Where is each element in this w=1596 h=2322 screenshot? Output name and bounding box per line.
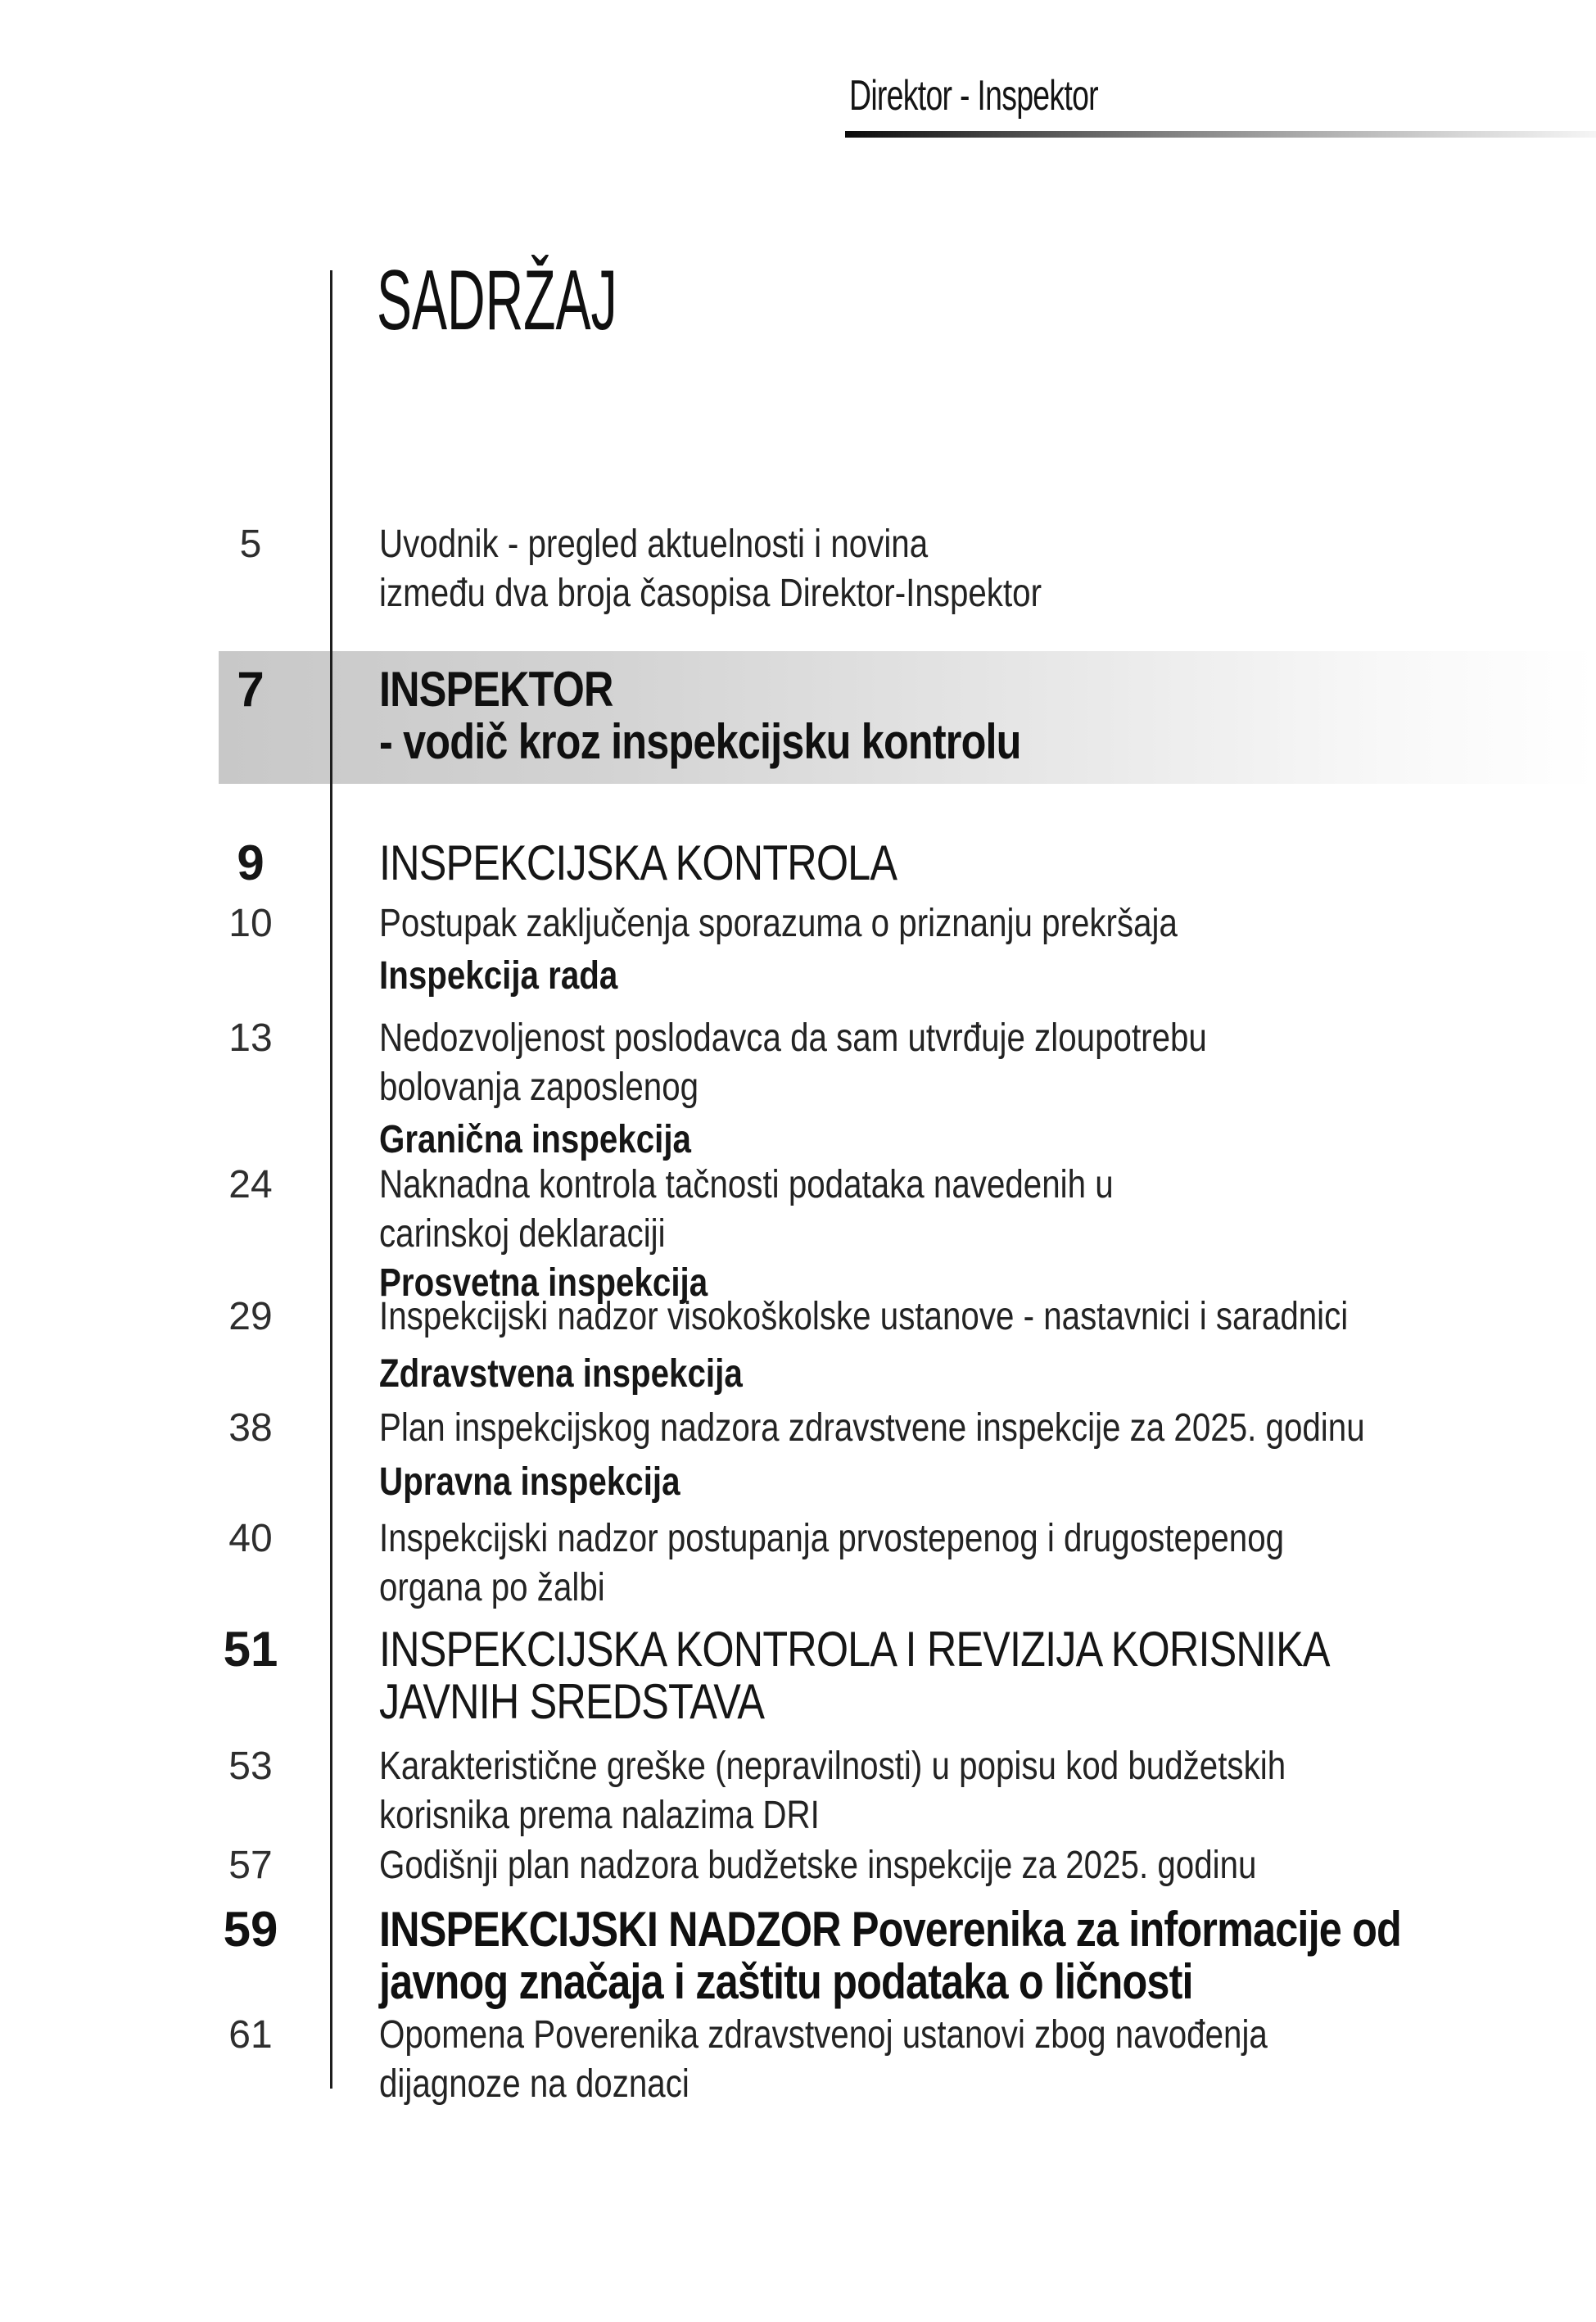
toc-subsection-label: Zdravstvena inspekcija [379, 1352, 743, 1396]
toc-entry-line: Uvodnik - pregled aktuelnosti i novina [379, 523, 929, 566]
toc-page-number: 24 [228, 1163, 273, 1206]
header-gradient-rule [845, 131, 1596, 138]
toc-page-number: 59 [223, 1902, 278, 1957]
toc-entry-line: carinskoj deklaraciji [379, 1212, 666, 1256]
toc-page-number: 57 [228, 1844, 273, 1887]
journal-header-title: Direktor - Inspektor [849, 72, 1098, 120]
toc-entry-line: JAVNIH SREDSTAVA [379, 1674, 765, 1729]
toc-page-number: 38 [228, 1406, 273, 1450]
toc-entry-line: Godišnji plan nadzora budžetske inspekcije za 2025. godinu [379, 1844, 1257, 1887]
toc-page-number: 10 [228, 902, 273, 945]
toc-entry-line: korisnika prema nalazima DRI [379, 1794, 820, 1837]
toc-page-number: 51 [223, 1622, 278, 1677]
vertical-rule [330, 270, 332, 2089]
toc-entry-line: - vodič kroz inspekcijsku kontrolu [379, 714, 1021, 769]
toc-subsection-label: Upravna inspekcija [379, 1460, 680, 1504]
toc-page-number: 61 [228, 2013, 273, 2057]
toc-entry-line: dijagnoze na doznaci [379, 2062, 689, 2106]
toc-subsection-label: Granična inspekcija [379, 1118, 691, 1161]
toc-entry-line: Plan inspekcijskog nadzora zdravstvene inspekcije za 2025. godinu [379, 1406, 1365, 1450]
toc-entry-line: INSPEKCIJSKI NADZOR Poverenika za informacije od [379, 1902, 1402, 1957]
toc-entry-line: INSPEKTOR [379, 662, 613, 717]
toc-entry-line: bolovanja zaposlenog [379, 1066, 699, 1109]
toc-page-number: 29 [228, 1295, 273, 1338]
toc-page-number: 40 [228, 1517, 273, 1560]
toc-entry-line: Nedozvoljenost poslodavca da sam utvrđuje zloupotrebu [379, 1016, 1207, 1060]
toc-page-number: 5 [239, 523, 262, 566]
toc-entry-line: Naknadna kontrola tačnosti podataka navedenih u [379, 1163, 1114, 1206]
toc-page-number: 13 [228, 1016, 273, 1060]
toc-entry-line: Postupak zaključenja sporazuma o priznanju prekršaja [379, 902, 1178, 945]
toc-entry-line: javnog značaja i zaštitu podataka o ličnosti [379, 1954, 1193, 2009]
page-title: SADRŽAJ [377, 253, 617, 348]
toc-entry-line: Opomena Poverenika zdravstvenoj ustanovi zbog navođenja [379, 2013, 1268, 2057]
toc-entry-line: INSPEKCIJSKA KONTROLA I REVIZIJA KORISNIKA [379, 1622, 1330, 1677]
toc-subsection-label: Inspekcija rada [379, 954, 618, 998]
toc-page-number: 7 [237, 662, 264, 717]
toc-entry-line: Inspekcijski nadzor postupanja prvostepenog i drugostepenog [379, 1517, 1285, 1560]
toc-entry-line: Inspekcijski nadzor visokoškolske ustanove - nastavnici i saradnici [379, 1295, 1349, 1338]
toc-entry-line: organa po žalbi [379, 1566, 605, 1609]
toc-entry-line: INSPEKCIJSKA KONTROLA [379, 835, 897, 890]
toc-entry-line: između dva broja časopisa Direktor-Inspektor [379, 572, 1042, 615]
toc-page-number: 53 [228, 1745, 273, 1788]
toc-page-number: 9 [237, 835, 264, 890]
toc-entry-line: Karakteristične greške (nepravilnosti) u popisu kod budžetskih [379, 1745, 1286, 1788]
toc-subsection-label: Prosvetna inspekcija [379, 1261, 708, 1305]
